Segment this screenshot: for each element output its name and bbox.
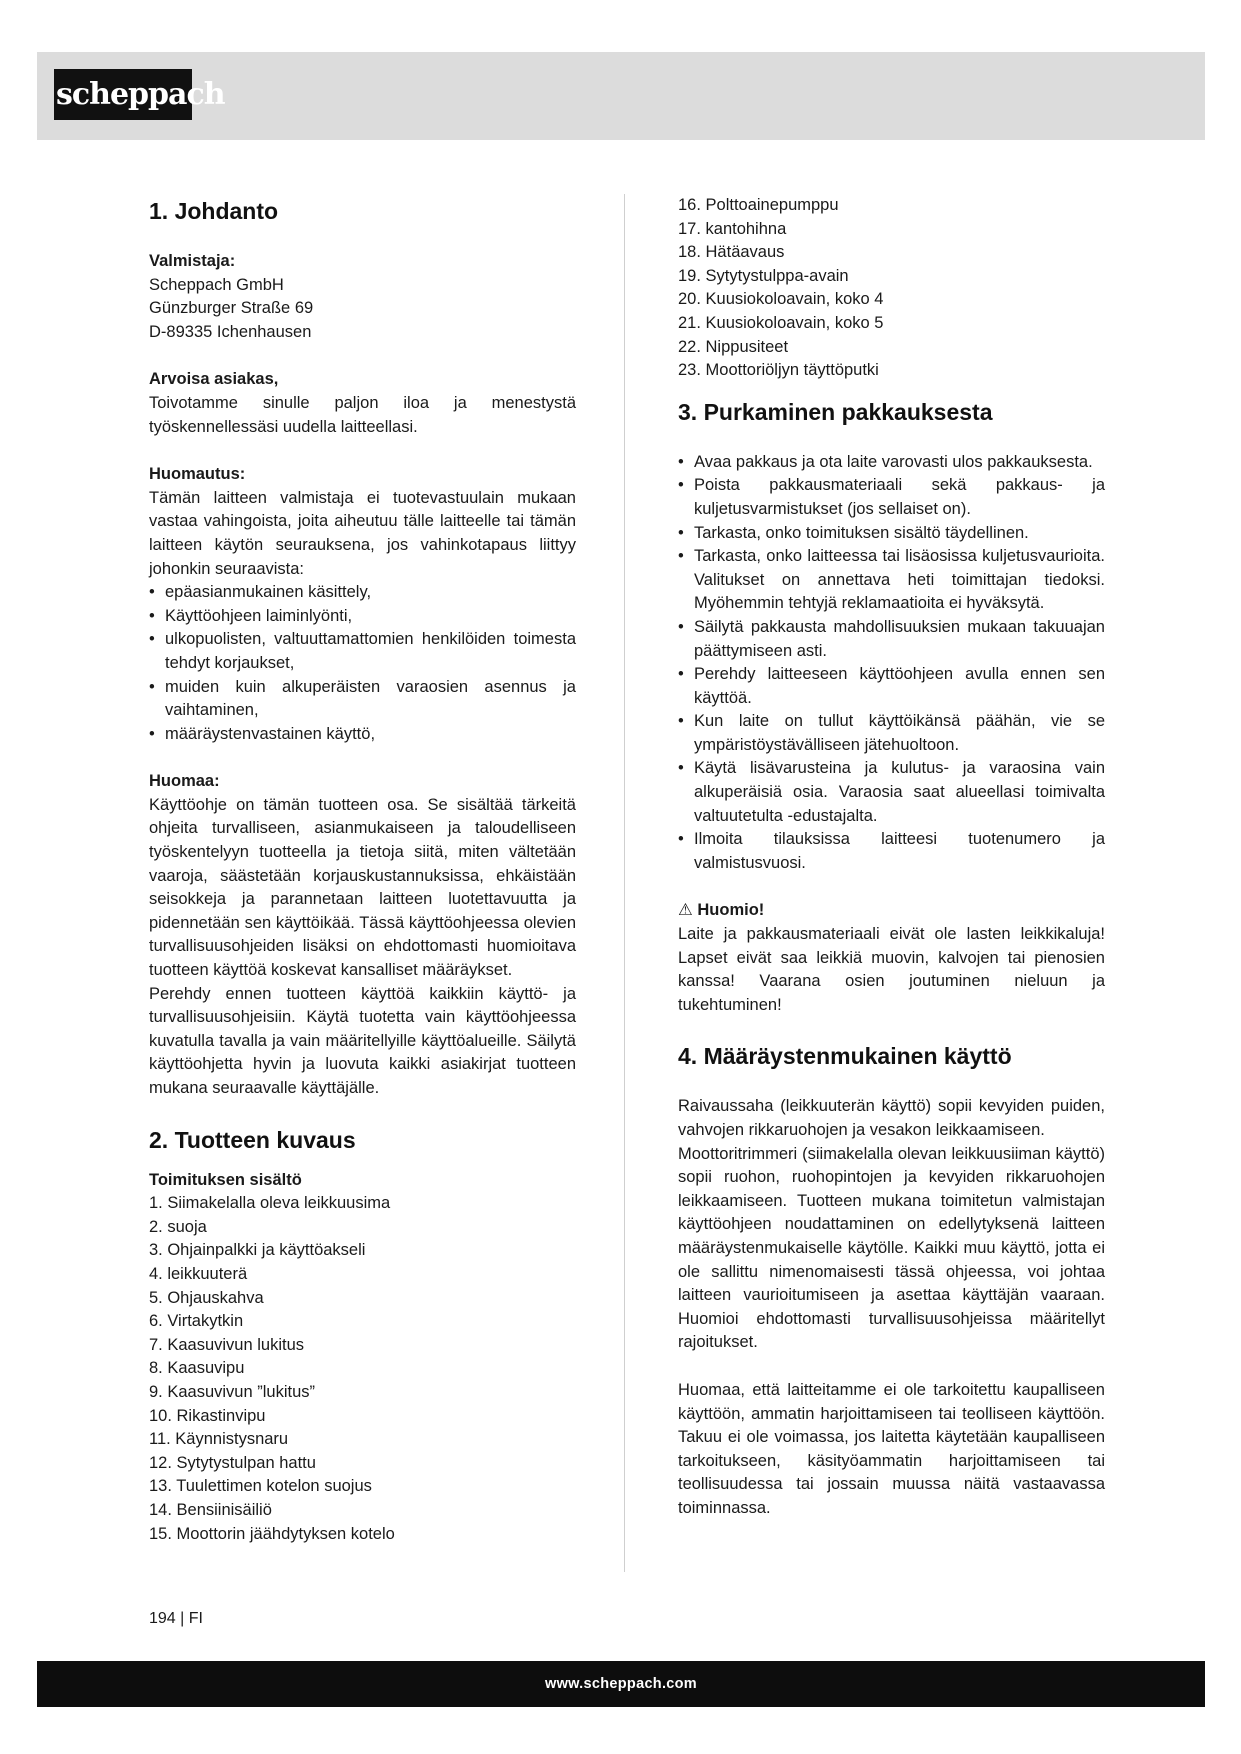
list-item: 14. Bensiinisäiliö (149, 1500, 272, 1519)
list-item: 7. Kaasuvivun lukitus (149, 1335, 305, 1354)
list-item: 3. Ohjainpalkki ja käyttöakseli (149, 1241, 366, 1260)
delivery-contents-list (149, 1192, 576, 1546)
unpacking-list (678, 451, 1105, 876)
liability-list (149, 581, 576, 746)
delivery-contents-list-continued (678, 194, 1105, 383)
list-item: • Käytä lisävarusteina ja kulutus- ja varaosina vain alkuperäisiä osia. Varaosia saat alueellasi toimivalta valtuutetulta -edustajalta. (678, 757, 1105, 828)
notice-text: Käyttöohje on tämän tuotteen osa. Se sisältää tärkeitä ohjeita turvalliseen, asianmukaiseen ja taloudelliseen työskentelyyn tuotteella ja tietoja siitä, miten vältetään vaaroja, säästetään korjauskustannuksissa, ehkäistään seisokkeja ja parannetaan laitteen luotettavuutta ja pidennetään sen käyttöikää. Tässä käyttöohjeessa olevien turvallisuusohjeiden lisäksi on ehdottomasti huomioitava tuotteen käyttöä koskevat kansalliset määräykset. (149, 795, 576, 980)
list-item: 18. Hätäavaus (678, 243, 785, 262)
usage-paragraph-1: Raivaussaha (leikkuuterän käyttö) sopii kevyiden puiden, vahvojen rikkaruohojen ja vesakon leikkaamiseen. (678, 1097, 1105, 1139)
column-divider (624, 194, 625, 1572)
section-title-product-description: 2. Tuotteen kuvaus (149, 1126, 356, 1153)
note-text: Tämän laitteen valmistaja ei tuotevastuulain mukaan vastaa vahingoista, joita aiheutuu tälle laitteelle tai tämän laitteen käytön seurauksena, jos vahinkotapaus liittyy johonkin seuraavista: (149, 488, 576, 578)
list-item: 1. Siimakelalla oleva leikkuusima (149, 1194, 391, 1213)
left-column (149, 194, 576, 1546)
scheppach-logo: scheppach (54, 69, 192, 120)
list-item: • Tarkasta, onko laitteessa tai lisäosissa kuljetusvaurioita. Valitukset on annettava heti toimittajan tiedoksi. Myöhemmin tehtyjä reklamaatioita ei hyväksytä. (678, 545, 1105, 616)
list-item: • epäasianmukainen käsittely, (149, 581, 576, 605)
manufacturer-street: Günzburger Straße 69 (149, 299, 314, 318)
usage-paragraph-3: Huomaa, että laitteitamme ei ole tarkoitettu kaupalliseen käyttöön, ammatin harjoittamiseen tai teolliseen käyttöön. Takuu ei ole voimassa, jos laitetta käytetään kaupalliseen tarkoitukseen, käsityöammatin harjoittamiseen tai teollisuudessa tai jossain muussa näitä vastaavassa toiminnassa. (678, 1380, 1105, 1517)
list-item: 11. Käynnistysnaru (149, 1430, 289, 1449)
list-item: • Poista pakkausmateriaali sekä pakkaus- ja kuljetusvarmistukset (jos sellaiset on). (678, 474, 1105, 521)
delivery-contents-label: Toimituksen sisältö (149, 1170, 302, 1189)
list-item: 13. Tuulettimen kotelon suojus (149, 1477, 372, 1496)
list-item: 22. Nippusiteet (678, 337, 789, 356)
dear-customer-label: Arvoisa asiakas, (149, 370, 279, 389)
section-title-unpacking: 3. Purkaminen pakkauksesta (678, 398, 993, 425)
right-column (678, 194, 1105, 1521)
list-item: • muiden kuin alkuperäisten varaosien asennus ja vaihtaminen, (149, 676, 576, 723)
list-item: 21. Kuusiokoloavain, koko 5 (678, 313, 884, 332)
manufacturer-label: Valmistaja: (149, 252, 236, 270)
list-item: • Perehdy laitteeseen käyttöohjeen avulla ennen sen käyttöä. (678, 663, 1105, 710)
section-title-introduction: 1. Johdanto (149, 198, 279, 224)
list-item: • Tarkasta, onko toimituksen sisältö täydellinen. (678, 522, 1105, 546)
footer-url: www.scheppach.com (544, 1676, 698, 1692)
list-item: • Kun laite on tullut käyttöikänsä päähän, vie se ympäristöystävälliseen jätehuoltoon. (678, 710, 1105, 757)
page-number: 194 | FI (149, 1610, 203, 1627)
list-item: 12. Sytytystulpan hattu (149, 1453, 316, 1472)
list-item: 6. Virtakytkin (149, 1312, 244, 1331)
list-item: 2. suoja (149, 1217, 207, 1236)
notice-label: Huomaa: (149, 772, 220, 791)
warning-heading (678, 899, 1105, 923)
list-item: • Säilytä pakkausta mahdollisuuksien mukaan takuuajan päättymiseen asti. (678, 616, 1105, 663)
list-item: 10. Rikastinvipu (149, 1406, 266, 1425)
greeting-text: Toivotamme sinulle paljon iloa ja menestystä työskennellessäsi uudella laitteellasi. (149, 393, 576, 436)
manufacturer-name: Scheppach GmbH (149, 275, 284, 294)
list-item: 20. Kuusiokoloavain, koko 4 (678, 290, 884, 309)
warning-label: Huomio! (697, 901, 765, 920)
warning-text: Laite ja pakkausmateriaali eivät ole lasten leikkikaluja! Lapset eivät saa leikkiä muovin, kalvojen tai pienosien kanssa! Vaarana osien joutuminen nieluun ja tukehtuminen! (678, 925, 1105, 1014)
list-item: • Ilmoita tilauksissa laitteesi tuotenumero ja valmistusvuosi. (678, 828, 1105, 875)
list-item: • Käyttöohjeen laiminlyönti, (149, 605, 576, 629)
note-label: Huomautus: (149, 465, 246, 484)
list-item: 9. Kaasuvivun ”lukitus” (149, 1382, 315, 1401)
usage-paragraph-2: Moottoritrimmeri (siimakelalla olevan leikkuusiiman käyttö) sopii ruohon, ruohopintojen ja kevyiden rikkaruohojen leikkaamiseen. Tuotteen mukana toimitetun valmistajan käyttöohjeen noudattaminen on edellytyksenä laitteen määräystenmukaiselle käytölle. Kaikki muu käyttö, jotta ei ole sallittu nimenomaisesti tässä ohjeessa, voi johtaa laitteen vaurioitumiseen ja asettaa käyttäjän vaaraan. Huomioi ehdottomasti turvallisuusohjeissa määritellyt rajoitukset. (678, 1144, 1105, 1352)
list-item: 23. Moottoriöljyn täyttöputki (678, 361, 879, 380)
list-item: 16. Polttoainepumppu (678, 196, 839, 214)
list-item: 17. kantohihna (678, 219, 787, 238)
list-item: • Avaa pakkaus ja ota laite varovasti ulos pakkauksesta. (678, 451, 1105, 475)
section-title-intended-use: 4. Määräystenmukainen käyttö (678, 1043, 1012, 1070)
list-item: • ulkopuolisten, valtuuttamattomien henkilöiden toimesta tehdyt korjaukset, (149, 628, 576, 675)
warning-triangle-icon: ⚠ (678, 901, 693, 920)
list-item: • määräystenvastainen käyttö, (149, 723, 576, 747)
list-item: 15. Moottorin jäähdytyksen kotelo (149, 1524, 395, 1543)
manufacturer-city: D-89335 Ichenhausen (149, 322, 312, 341)
list-item: 4. leikkuuterä (149, 1264, 248, 1283)
list-item: 19. Sytytystulppa-avain (678, 266, 849, 285)
list-item: 5. Ohjauskahva (149, 1288, 264, 1307)
list-item: 8. Kaasuvipu (149, 1359, 245, 1378)
notice-text-2: Perehdy ennen tuotteen käyttöä kaikkiin käyttö- ja turvallisuusohjeisiin. Käytä tuotetta vain käyttöohjeessa kuvatulla tavalla ja vain määritellyille käyttöalueille. Säilytä käyttöohjetta hyvin ja luovuta kaikki asiakirjat tuotteen mukana seuraavalle käyttäjälle. (149, 984, 576, 1097)
